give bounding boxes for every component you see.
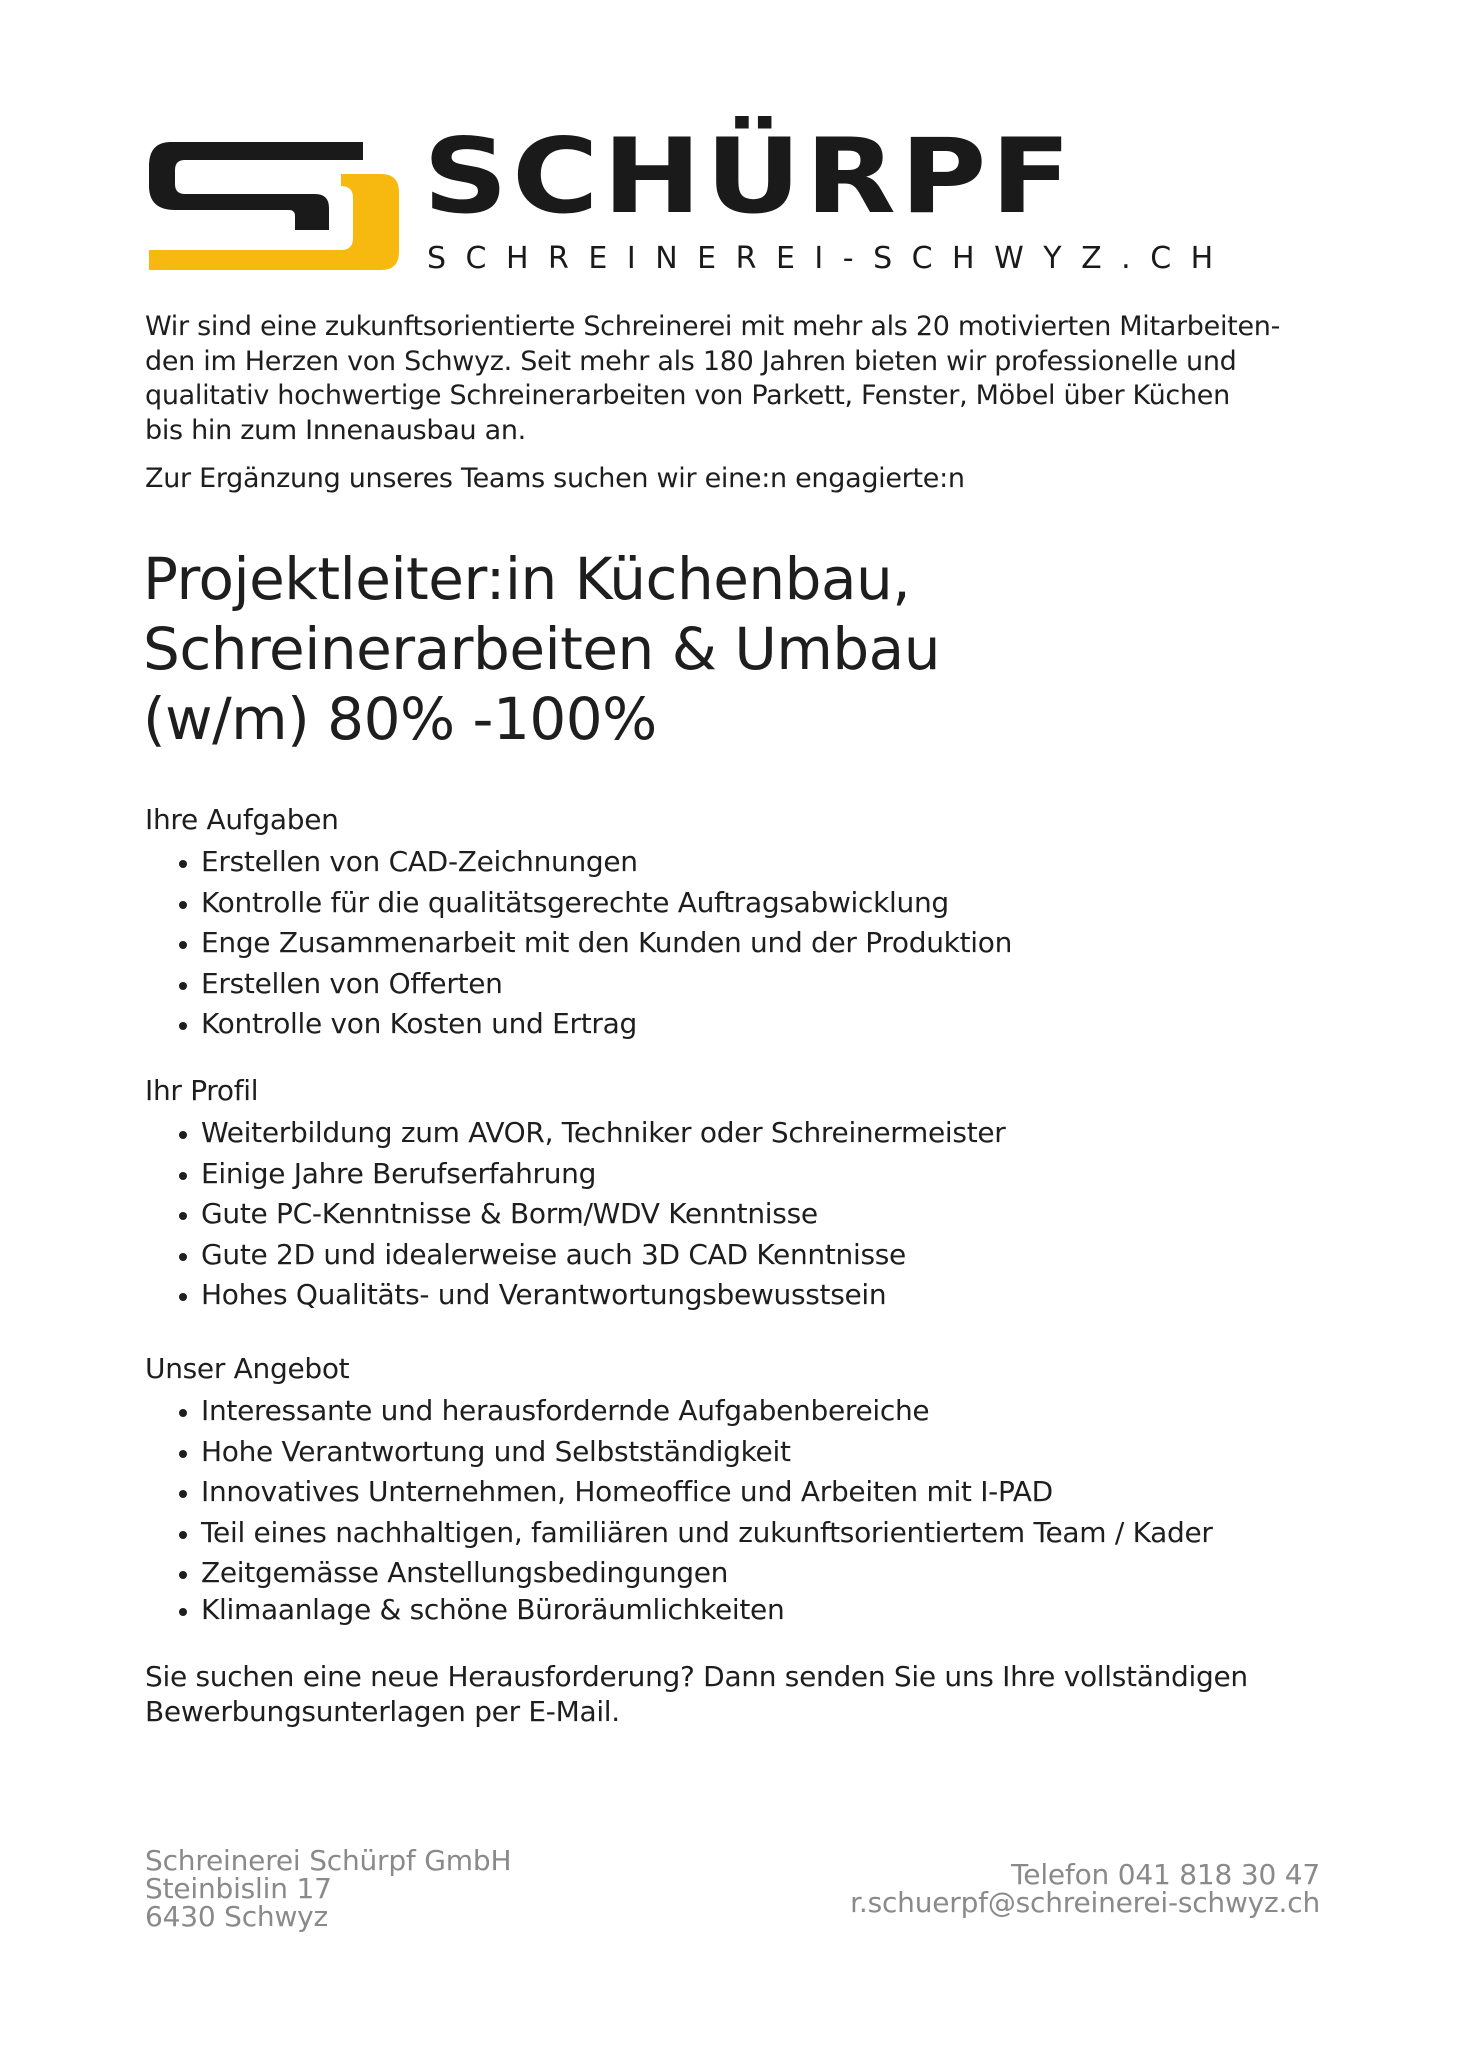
logo-mark-icon xyxy=(145,138,403,274)
footer-address xyxy=(145,1844,512,1933)
job-title-line: Schreinerarbeiten & Umbau xyxy=(143,615,940,683)
closing-line: Sie suchen eine neue Herausforderung? Dann senden Sie uns Ihre vollständigen xyxy=(145,1660,1248,1693)
list-item: Kontrolle für die qualitätsgerechte Auftragsabwicklung xyxy=(177,883,1345,924)
intro-paragraph xyxy=(145,310,1325,448)
section-heading: Ihr Profil xyxy=(145,1074,259,1107)
intro-text xyxy=(145,310,1325,497)
logo-url: SCHREINEREI-SCHWYZ.CH xyxy=(427,241,1233,276)
list-item: Enge Zusammenarbeit mit den Kunden und der Produktion xyxy=(177,923,1345,964)
intro-line: den im Herzen von Schwyz. Seit mehr als 180 Jahren bieten wir professionelle und xyxy=(145,345,1237,377)
company-name: Schreinerei Schürpf GmbH xyxy=(145,1844,512,1877)
street-address: Steinbislin 17 xyxy=(145,1872,332,1905)
job-title xyxy=(143,544,1343,754)
list-item: Erstellen von CAD-Zeichnungen xyxy=(177,842,1345,883)
list-item: Hohe Verantwortung und Selbstständigkeit xyxy=(177,1432,1345,1473)
list-item: Klimaanlage & schöne Büroräumlichkeiten xyxy=(177,1594,1345,1626)
list-item: Einige Jahre Berufserfahrung xyxy=(177,1154,1345,1195)
section-offer xyxy=(145,1351,1345,1626)
section-tasks xyxy=(145,802,1345,1045)
job-title-line: (w/m) 80% -100% xyxy=(143,685,657,753)
closing-line: Bewerbungsunterlagen per E-Mail. xyxy=(145,1694,620,1728)
list-item: Innovatives Unternehmen, Homeoffice und Arbeiten mit I-PAD xyxy=(177,1472,1345,1513)
section-heading: Ihre Aufgaben xyxy=(145,803,339,836)
footer-contact xyxy=(850,1858,1320,1919)
list-item: Erstellen von Offerten xyxy=(177,964,1345,1005)
intro-line: Wir sind eine zukunftsorientierte Schreinerei mit mehr als 20 motivierten Mitarbeiten- xyxy=(145,311,1281,342)
list-item: Zeitgemässe Anstellungsbedingungen xyxy=(177,1553,1345,1594)
job-title-line: Projektleiter:in Küchenbau, xyxy=(143,545,911,613)
list-item: Gute PC-Kenntnisse & Borm/WDV Kenntnisse xyxy=(177,1194,1345,1235)
list-item: Kontrolle von Kosten und Ertrag xyxy=(177,1004,1345,1045)
list-item: Weiterbildung zum AVOR, Techniker oder Schreinermeister xyxy=(177,1113,1345,1154)
profile-list xyxy=(145,1113,1345,1316)
intro-line: bis hin zum Innenausbau an. xyxy=(145,414,526,446)
section-heading: Unser Angebot xyxy=(145,1352,350,1385)
city-address: 6430 Schwyz xyxy=(145,1900,329,1933)
intro-search-line: Zur Ergänzung unseres Teams suchen wir eine:n engagierte:n xyxy=(145,463,965,494)
list-item: Interessante und herausfordernde Aufgabenbereiche xyxy=(177,1391,1345,1432)
email-link[interactable]: r.schuerpf@schreinerei-schwyz.ch xyxy=(850,1886,1320,1919)
list-item: Teil eines nachhaltigen, familiären und zukunftsorientiertem Team / Kader xyxy=(177,1513,1345,1554)
section-profile xyxy=(145,1073,1345,1316)
task-list xyxy=(145,842,1345,1045)
intro-line: qualitativ hochwertige Schreinerarbeiten von Parkett, Fenster, Möbel über Küchen xyxy=(145,380,1230,411)
logo-wordmark: SCHÜRPF xyxy=(423,115,1076,237)
company-logo xyxy=(145,115,1233,278)
list-item: Hohes Qualitäts- und Verantwortungsbewusstsein xyxy=(177,1275,1345,1316)
closing-text xyxy=(145,1660,1345,1729)
phone-number: Telefon 041 818 30 47 xyxy=(1011,1858,1320,1891)
list-item: Gute 2D und idealerweise auch 3D CAD Kenntnisse xyxy=(177,1235,1345,1276)
offer-list xyxy=(145,1391,1345,1626)
